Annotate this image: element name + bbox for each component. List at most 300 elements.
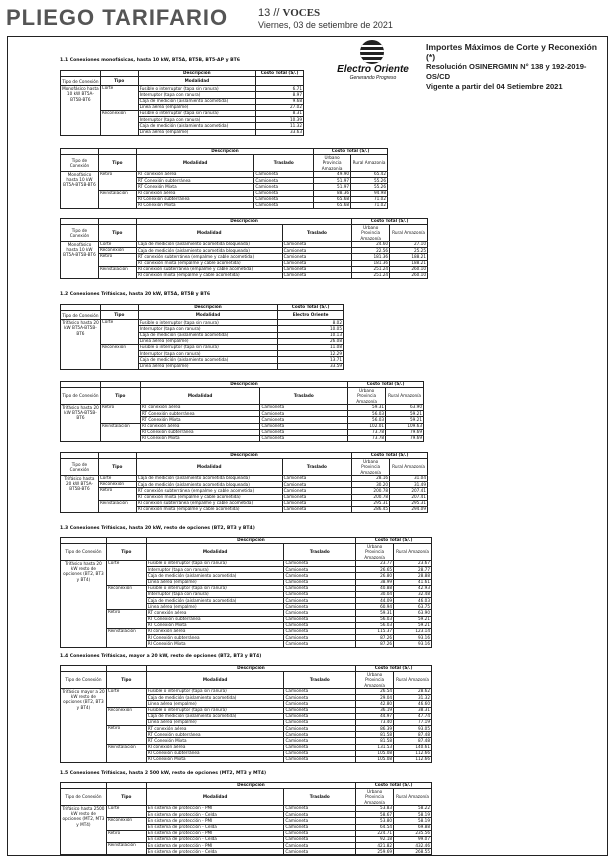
cost-rural-cell: 188.21 xyxy=(390,254,428,260)
cost-rural-cell: 235.56 xyxy=(394,830,432,836)
modalidad-cell: Interruptor (tapa con ranura) xyxy=(138,92,256,98)
modalidad-cell: En sistema de protección - Celda xyxy=(146,836,284,842)
cost-urbano-cell: 251.24 xyxy=(352,272,390,278)
cost-urbano-cell: 259.69 xyxy=(356,849,394,855)
header-rural: Rural Amazonía xyxy=(390,225,428,242)
cost-urbano-cell: 38.99 xyxy=(356,579,394,585)
table-1-1-c xyxy=(60,218,428,279)
modalidad-cell: RT Conexión Mixta xyxy=(140,417,260,423)
cost-rural-cell: 207.41 xyxy=(390,494,428,500)
modalidad-cell: RI Conexión subterránea xyxy=(146,750,284,756)
connection-type-cell: Trifásico hasta 20 kW BT5A-BT5B-BT6 xyxy=(61,404,101,441)
modalidad-cell: Fusible o interruptor (tapa sin ranura) xyxy=(146,688,284,694)
cost-rural-cell: 25.25 xyxy=(390,248,428,254)
modalidad-cell: Fusible o interruptor (tapa sin ranura) xyxy=(146,585,284,591)
cost-urbano-cell: 286.45 xyxy=(352,506,390,512)
traslado-cell: Camioneta xyxy=(282,506,352,512)
header-costo-total: Costo Total (S/.) xyxy=(356,783,432,789)
cost-urbano-cell: 53.80 xyxy=(356,818,394,824)
header-costo-total: Costo Total (S/.) xyxy=(256,71,304,77)
cost-rural-cell: 59.21 xyxy=(394,616,432,622)
cost-rural-cell: 87.48 xyxy=(394,732,432,738)
traslado-cell: Camioneta xyxy=(284,836,356,842)
cost-urbano-cell: 295.31 xyxy=(352,500,390,506)
header-traslado: Traslado xyxy=(284,789,356,806)
cost-rural-cell: 109.63 xyxy=(386,423,424,429)
table-1-4 xyxy=(60,665,432,763)
modalidad-cell: RT Conexión subterránea xyxy=(136,178,254,184)
cost-rural-cell: 77.19 xyxy=(394,719,432,725)
modalidad-cell: En sistema de protección - Celda xyxy=(146,849,284,855)
traslado-cell: Camioneta xyxy=(284,573,356,579)
modalidad-cell: Línea aérea (empalme) xyxy=(146,701,284,707)
header-tipo: Tipo xyxy=(98,459,136,476)
cost-urbano-cell: 23.77 xyxy=(356,560,394,566)
cost-rural-cell: 112.66 xyxy=(394,757,432,763)
connection-type-cell: Monofásico hasta 10 kW BT5A-BT5B-BT6 xyxy=(61,86,101,136)
traslado-cell: Camioneta xyxy=(282,248,352,254)
modalidad-cell: RI conexión aérea xyxy=(146,744,284,750)
row-type-label: Retiro xyxy=(98,488,136,500)
section-1-2-heading: 1.2 Conexiones Trifásicas, hasta 20 kW, BT5A, BT5B y BT6 xyxy=(60,292,211,297)
traslado-cell: Camioneta xyxy=(284,629,356,635)
cost-rural-cell: 58.19 xyxy=(394,812,432,818)
modalidad-cell: RI conexión mixta (empalme y cable acometida) xyxy=(136,272,282,278)
row-type-label: Corte xyxy=(106,688,146,707)
cost-urbano-cell: 73.78 xyxy=(348,435,386,441)
cost-urbano-cell: 56.03 xyxy=(348,411,386,417)
cost-rural-cell: 123.14 xyxy=(394,629,432,635)
traslado-cell: Camioneta xyxy=(284,849,356,855)
modalidad-cell: RT conexión mixta (empalme y cable acometida) xyxy=(136,494,282,500)
electro-oriente-logo xyxy=(332,40,414,82)
header-traslado: Traslado xyxy=(282,225,352,242)
cost-urbano-cell: 49.90 xyxy=(314,171,351,177)
traslado-cell: Camioneta xyxy=(284,688,356,694)
section-1-3-heading: 1.3 Conexiones Trifásicas, hasta 20 kW, resto de opciones (BT2, BT3 y BT4) xyxy=(60,526,255,531)
traslado-cell: Camioneta xyxy=(282,488,352,494)
modalidad-cell: Línea aérea (empalme) xyxy=(138,363,278,369)
header-descripcion: Descripción xyxy=(138,71,256,77)
traslado-cell: Camioneta xyxy=(254,196,314,202)
modalidad-cell: RI Conexión subterránea xyxy=(140,429,260,435)
header-descripcion: Descripción xyxy=(146,666,355,672)
traslado-cell: Camioneta xyxy=(284,719,356,725)
header-urbano: Urbano Provincia Amazonía xyxy=(356,789,394,806)
modalidad-cell: Caja de medición (aislamiento acometida) xyxy=(146,573,284,579)
cost-urbano-cell: 44.97 xyxy=(356,713,394,719)
cost-rural-cell: 59.21 xyxy=(394,622,432,628)
modalidad-cell: Caja de medición (aislamiento acometida bloqueada) xyxy=(136,248,282,254)
header-descripcion: Descripción xyxy=(140,382,347,388)
modalidad-cell: RT Conexión Mixta xyxy=(136,184,254,190)
cost-rural-cell: 31.49 xyxy=(390,482,428,488)
row-type-label: Reconexión xyxy=(98,482,136,488)
header-rural: Rural Amazonía xyxy=(394,672,432,689)
table-1-1-a xyxy=(60,70,304,136)
traslado-cell: Camioneta xyxy=(284,805,356,811)
traslado-cell: Camioneta xyxy=(284,713,356,719)
modalidad-cell: En sistema de protección - Celda xyxy=(146,824,284,830)
row-type-label: Reconexión xyxy=(106,585,146,610)
cost-rural-cell: 55.26 xyxy=(351,178,388,184)
row-type-label: Reconexión xyxy=(100,110,138,135)
page-title: PLIEGO TARIFARIO xyxy=(6,5,229,30)
page-number: 13 xyxy=(258,7,271,19)
modalidad-cell: Fusible o interruptor (tapa sin ranura) xyxy=(138,110,256,116)
cost-urbano-cell: 59.31 xyxy=(356,610,394,616)
traslado-cell: Camioneta xyxy=(254,171,314,177)
traslado-cell: Camioneta xyxy=(254,190,314,196)
header-tipo-conexion: Tipo de Conexión xyxy=(61,77,101,86)
cost-urbano-cell: 51.97 xyxy=(314,178,351,184)
header-tipo: Tipo xyxy=(106,544,146,561)
cost-cell: 11.32 xyxy=(256,123,304,129)
cost-cell: 11.08 xyxy=(278,344,344,350)
header-traslado: Traslado xyxy=(254,155,314,172)
section-1-5-heading: 1.5 Conexiones Trifásicas, hasta 2 500 kW, resto de opciones (MT2, MT3 y MT4) xyxy=(60,771,267,776)
traslado-cell: Camioneta xyxy=(260,423,348,429)
cost-urbano-cell: 64.54 xyxy=(356,824,394,830)
cost-urbano-cell: 86.39 xyxy=(356,726,394,732)
cost-rural-cell: 58.22 xyxy=(394,805,432,811)
cost-urbano-cell: 181.36 xyxy=(352,260,390,266)
table-1-3 xyxy=(60,537,432,648)
header-row xyxy=(61,789,432,806)
row-type-label: Reinstalación xyxy=(106,629,146,648)
cost-urbano-cell: 251.24 xyxy=(352,266,390,272)
modalidad-cell: RT conexión subterránea (empalme y cable acometida) xyxy=(136,254,282,260)
table-1-2-a xyxy=(60,304,344,370)
separator: // xyxy=(273,7,280,19)
cost-urbano-cell: 36.19 xyxy=(356,707,394,713)
modalidad-cell: Caja de medición (aislamiento acometida) xyxy=(138,123,256,129)
modalidad-cell: RT conexión aérea xyxy=(140,404,260,410)
traslado-cell: Camioneta xyxy=(282,241,352,247)
cost-rural-cell: 93.05 xyxy=(394,726,432,732)
traslado-cell: Camioneta xyxy=(282,266,352,272)
cost-rural-cell: 59.21 xyxy=(386,411,424,417)
modalidad-cell: En sistema de protección - PMI xyxy=(146,843,284,849)
header-tipo-conexion: Tipo de Conexión xyxy=(61,789,107,806)
cost-urbano-cell: 22.56 xyxy=(352,248,390,254)
cost-urbano-cell: 181.36 xyxy=(352,254,390,260)
traslado-cell: Camioneta xyxy=(284,830,356,836)
modalidad-cell: RI conexión mixta (empalme y cable acometida) xyxy=(136,506,282,512)
cost-cell: 10.39 xyxy=(256,117,304,123)
connection-type-cell: Monofásico hasta 10 kW BT5A-BT5B-BT6 xyxy=(61,171,99,208)
row-type-label: Reinstalación xyxy=(106,843,146,855)
logo-name: Electro Oriente xyxy=(337,64,409,75)
cost-urbano-cell: 224.71 xyxy=(356,830,394,836)
cost-cell: 6.71 xyxy=(256,86,304,92)
modalidad-cell: RT conexión aérea xyxy=(146,726,284,732)
header-tipo: Tipo xyxy=(98,225,136,242)
cost-urbano-cell: 87.26 xyxy=(356,635,394,641)
traslado-cell: Camioneta xyxy=(260,429,348,435)
document-title-block xyxy=(426,42,606,92)
cost-rural-cell: 207.41 xyxy=(390,488,428,494)
modalidad-cell: Línea aérea (empalme) xyxy=(146,604,284,610)
traslado-cell: Camioneta xyxy=(284,707,356,713)
header-descripcion: Descripción xyxy=(136,149,313,155)
cost-rural-cell: 93.16 xyxy=(394,641,432,647)
title-line-3: Vigente a partir del 04 Setiembre 2021 xyxy=(426,82,563,91)
table-1-2-c xyxy=(60,452,428,513)
traslado-cell: Camioneta xyxy=(254,202,314,208)
cost-rural-cell: 87.48 xyxy=(394,738,432,744)
cost-urbano-cell: 42.80 xyxy=(356,701,394,707)
traslado-cell: Camioneta xyxy=(284,726,356,732)
traslado-cell: Camioneta xyxy=(284,738,356,744)
traslado-cell: Camioneta xyxy=(254,184,314,190)
header-tipo-conexion: Tipo de Conexión xyxy=(61,155,99,172)
cost-rural-cell: 38.31 xyxy=(394,707,432,713)
modalidad-cell: Caja de medición (aislamiento acometida) xyxy=(146,598,284,604)
cost-urbano-cell: 44.09 xyxy=(356,598,394,604)
header-urbano: Urbano Provincia Amazonía xyxy=(348,388,386,405)
row-type-label: Retiro xyxy=(100,404,140,423)
header-modalidad: Modalidad xyxy=(146,672,284,689)
traslado-cell: Camioneta xyxy=(284,757,356,763)
header-row xyxy=(61,155,388,172)
cost-urbano-cell: 421.82 xyxy=(356,843,394,849)
modalidad-cell: En sistema de protección - PMI xyxy=(146,818,284,824)
row-type-label: Retiro xyxy=(106,726,146,745)
header-modalidad: Modalidad xyxy=(136,459,282,476)
modalidad-cell: Caja de medición (aislamiento acometida bloqueada) xyxy=(136,241,282,247)
traslado-cell: Camioneta xyxy=(282,475,352,481)
header-descripcion: Descripción xyxy=(138,305,278,311)
title-line-1: Importes Máximos de Corte y Reconexión (*) xyxy=(426,42,597,62)
modalidad-cell: RT Conexión subterránea xyxy=(140,411,260,417)
cost-rural-cell: 295.31 xyxy=(390,500,428,506)
page-header xyxy=(0,0,612,34)
cost-rural-cell: 69.88 xyxy=(394,824,432,830)
modalidad-cell: En sistema de protección - Celda xyxy=(146,812,284,818)
cost-cell: 8.31 xyxy=(256,110,304,116)
header-modalidad: Modalidad xyxy=(138,311,278,320)
section-name: VOCES xyxy=(282,7,321,19)
traslado-cell: Camioneta xyxy=(284,824,356,830)
modalidad-cell: RT Conexión subterránea xyxy=(146,732,284,738)
row-type-label: Reinstalación xyxy=(98,190,136,209)
traslado-cell: Camioneta xyxy=(284,695,356,701)
cost-urbano-cell: 30.04 xyxy=(356,591,394,597)
header-descripcion: Descripción xyxy=(136,453,351,459)
header-descripcion: Descripción xyxy=(136,219,351,225)
header-modalidad: Modalidad xyxy=(136,155,254,172)
cost-cell: 10.05 xyxy=(278,326,344,332)
cost-urbano-cell: 200.78 xyxy=(352,488,390,494)
traslado-cell: Camioneta xyxy=(284,604,356,610)
traslado-cell: Camioneta xyxy=(282,260,352,266)
header-descripcion: Descripción xyxy=(146,538,355,544)
cost-urbano-cell: 26.65 xyxy=(356,567,394,573)
cost-urbano-cell: 200.78 xyxy=(352,494,390,500)
cost-cell: 12.29 xyxy=(278,351,344,357)
traslado-cell: Camioneta xyxy=(282,482,352,488)
traslado-cell: Camioneta xyxy=(284,585,356,591)
cost-urbano-cell: 65.68 xyxy=(314,196,351,202)
traslado-cell: Camioneta xyxy=(284,744,356,750)
traslado-cell: Camioneta xyxy=(284,843,356,849)
header-row xyxy=(61,459,428,476)
modalidad-cell: Fusible o interruptor (tapa sin ranura) xyxy=(138,320,278,326)
cost-rural-cell: 63.90 xyxy=(386,404,424,410)
cost-urbano-cell: 81.58 xyxy=(356,732,394,738)
cost-rural-cell: 268.55 xyxy=(394,849,432,855)
cost-urbano-cell: 73.40 xyxy=(356,719,394,725)
modalidad-cell: En sistema de protección - PMI xyxy=(146,830,284,836)
cost-cell: 10.13 xyxy=(278,332,344,338)
row-type-label: Corte xyxy=(98,475,136,481)
modalidad-cell: RT Conexión Mixta xyxy=(146,622,284,628)
connection-type-cell: Trifásico hasta 2500 kW resto de opciones (MT2, MT3 y MT4) xyxy=(61,805,107,855)
header-costo-total: Costo Total (S/.) xyxy=(314,149,388,155)
header-urbano: Urbano Provincia Amazonía xyxy=(352,459,390,476)
row-type-label: Reinstalación xyxy=(100,423,140,442)
row-type-label: Reconexión xyxy=(106,707,146,726)
modalidad-cell: Fusible o interruptor (tapa sin ranura) xyxy=(146,560,284,566)
header-row xyxy=(61,311,344,320)
traslado-cell: Camioneta xyxy=(260,435,348,441)
row-type-label: Retiro xyxy=(106,610,146,629)
modalidad-cell: Caja de medición (aislamiento acometida bloqueada) xyxy=(136,475,282,481)
connection-type-cell: Trifásico hasta 20 kW resto de opciones (BT2, BT3 y BT4) xyxy=(61,560,107,647)
row-type-label: Retiro xyxy=(98,254,136,266)
cost-rural-cell: 112.66 xyxy=(394,750,432,756)
modalidad-cell: RI conexión subterránea (empalme y cable acometida) xyxy=(136,266,282,272)
modalidad-cell: Caja de medición (aislamiento acometida) xyxy=(146,695,284,701)
cost-rural-cell: 432.46 xyxy=(394,843,432,849)
cost-urbano-cell: 81.58 xyxy=(356,738,394,744)
modalidad-cell: Interruptor (tapa con ranura) xyxy=(138,326,278,332)
row-type-label: Reconexión xyxy=(106,818,146,830)
cost-urbano-cell: 102.01 xyxy=(348,423,386,429)
cost-urbano-cell: 30.20 xyxy=(352,482,390,488)
header-urbano: Urbano Provincia Amazonía xyxy=(352,225,390,242)
modalidad-cell: RT Conexión subterránea xyxy=(146,616,284,622)
cost-rural-cell: 260.10 xyxy=(390,266,428,272)
header-row xyxy=(61,388,424,405)
modalidad-cell: RT conexión subterránea (empalme y cable acometida) xyxy=(136,488,282,494)
row-type-label: Retiro xyxy=(106,830,146,842)
cost-cell: 8.02 xyxy=(278,320,344,326)
cost-rural-cell: 41.61 xyxy=(394,579,432,585)
cost-cell: 33.59 xyxy=(278,363,344,369)
modalidad-cell: RI conexión aérea xyxy=(136,190,254,196)
cost-rural-cell: 55.26 xyxy=(351,184,388,190)
modalidad-cell: RI conexión subterránea (empalme y cable acometida) xyxy=(136,500,282,506)
cost-urbano-cell: 105.08 xyxy=(356,750,394,756)
cost-rural-cell: 28.62 xyxy=(394,688,432,694)
section-1-4-heading: 1.4 Conexiones Trifásicas, mayor a 20 kW, resto de opciones (BT2, BT3 y BT4) xyxy=(60,654,262,659)
modalidad-cell: Caja de medición (aislamiento acometida) xyxy=(138,332,278,338)
modalidad-cell: Interruptor (tapa con ranura) xyxy=(138,117,256,123)
cost-rural-cell: 99.07 xyxy=(394,836,432,842)
cost-urbano-cell: 53.83 xyxy=(356,805,394,811)
header-tipo: Tipo xyxy=(98,155,136,172)
header-rural: Rural Amazonía xyxy=(394,544,432,561)
traslado-cell: Camioneta xyxy=(282,500,352,506)
page-date: Viernes, 03 de setiembre de 2021 xyxy=(258,20,393,30)
traslado-cell: Camioneta xyxy=(284,750,356,756)
cost-rural-cell: 94.98 xyxy=(351,190,388,196)
row-type-label: Corte xyxy=(100,86,138,111)
cost-urbano-cell: 29.04 xyxy=(356,695,394,701)
cost-rural-cell: 260.10 xyxy=(390,272,428,278)
cost-urbano-cell: 115.37 xyxy=(356,629,394,635)
cost-urbano-cell: 56.03 xyxy=(348,417,386,423)
cost-rural-cell: 42.93 xyxy=(394,585,432,591)
cost-urbano-cell: 58.67 xyxy=(356,812,394,818)
traslado-cell: Camioneta xyxy=(284,622,356,628)
header-row xyxy=(61,77,304,86)
row-type-label: Retiro xyxy=(98,171,136,190)
cost-rural-cell: 188.21 xyxy=(390,260,428,266)
traslado-cell: Camioneta xyxy=(260,404,348,410)
page-number-line xyxy=(258,7,320,19)
header-modalidad: Modalidad xyxy=(138,77,256,86)
header-tipo-conexion: Tipo de Conexión xyxy=(61,672,107,689)
header-electro-oriente xyxy=(256,77,304,86)
cost-rural-cell: 31.32 xyxy=(394,695,432,701)
modalidad-cell: Interruptor (tapa con ranura) xyxy=(146,591,284,597)
header-rural: Rural Amazonía xyxy=(386,388,424,405)
cost-urbano-cell: 65.68 xyxy=(314,202,351,208)
cost-urbano-cell: 87.26 xyxy=(356,641,394,647)
traslado-cell: Camioneta xyxy=(284,598,356,604)
modalidad-cell: Caja de medición (aislamiento acometida bloqueada) xyxy=(136,482,282,488)
logo-globe-icon xyxy=(360,40,384,64)
row-type-label: Reinstalación xyxy=(106,744,146,763)
cost-urbano-cell: 26.54 xyxy=(356,688,394,694)
modalidad-cell: Fusible o interruptor (tapa sin ranura) xyxy=(138,344,278,350)
cost-rural-cell: 71.02 xyxy=(351,202,388,208)
cost-rural-cell: 63.90 xyxy=(394,610,432,616)
header-traslado: Traslado xyxy=(284,544,356,561)
cost-urbano-cell: 26.80 xyxy=(356,573,394,579)
cost-cell: 27.02 xyxy=(256,104,304,110)
modalidad-cell: Caja de medición (aislamiento acometida) xyxy=(138,357,278,363)
traslado-cell: Camioneta xyxy=(284,567,356,573)
connection-type-cell: Monofásico hasta 10 kW BT5A-BT5B-BT6 xyxy=(61,241,99,278)
cost-rural-cell: 28.88 xyxy=(394,573,432,579)
cost-cell: 26.08 xyxy=(278,338,344,344)
cost-rural-cell: 47.74 xyxy=(394,713,432,719)
connection-type-cell: Trifásico hasta 20 kW BT5A-BT5B-BT6 xyxy=(61,320,101,370)
cost-rural-cell: 28.77 xyxy=(394,567,432,573)
cost-urbano-cell: 59.31 xyxy=(348,404,386,410)
header-modalidad: Modalidad xyxy=(140,388,260,405)
modalidad-cell: RI Conexión subterránea xyxy=(146,635,284,641)
header-tipo: Tipo xyxy=(106,789,146,806)
connection-type-cell: Trifásico mayor a 20 kW resto de opciones (BT2, BT3 y BT4) xyxy=(61,688,107,762)
traslado-cell: Camioneta xyxy=(284,579,356,585)
traslado-cell: Camioneta xyxy=(284,610,356,616)
cost-urbano-cell: 105.08 xyxy=(356,757,394,763)
cost-rural-cell: 32.48 xyxy=(394,591,432,597)
header-urbano: Urbano Provincia Amazonía xyxy=(356,544,394,561)
modalidad-cell: RT conexión mixta (empalme y cable acometida) xyxy=(136,260,282,266)
modalidad-cell: Línea aérea (empalme) xyxy=(146,719,284,725)
row-type-label: Corte xyxy=(100,320,138,345)
modalidad-cell: Caja de medición (aislamiento acometida) xyxy=(138,98,256,104)
row-type-label: Reconexión xyxy=(98,248,136,254)
header-row xyxy=(61,544,432,561)
cost-rural-cell: 71.02 xyxy=(351,196,388,202)
